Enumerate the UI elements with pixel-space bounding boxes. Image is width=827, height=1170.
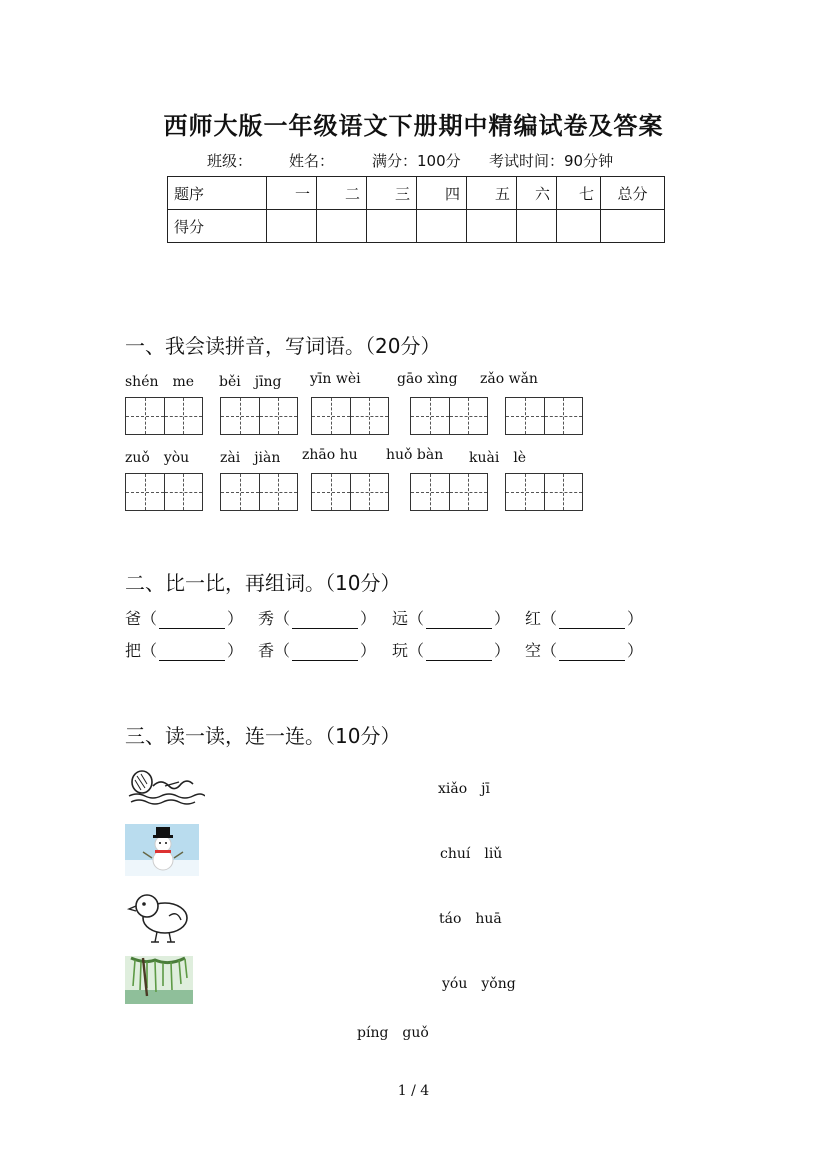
compare-item xyxy=(258,606,376,629)
pinyin-label: běi jīng xyxy=(219,374,282,390)
table-cell: 一 xyxy=(267,177,317,210)
score-cell[interactable] xyxy=(417,210,467,243)
paren-open: （ xyxy=(274,609,291,628)
paren-open: （ xyxy=(541,609,558,628)
compare-item xyxy=(525,638,643,661)
writing-grid[interactable] xyxy=(410,397,488,435)
paren-close: ） xyxy=(627,641,644,660)
pinyin-label: zhāo hu xyxy=(302,447,358,463)
table-cell: 七 xyxy=(557,177,601,210)
full-score-label: 满分：100分 xyxy=(372,152,461,170)
writing-grid[interactable] xyxy=(311,397,389,435)
answer-blank[interactable] xyxy=(292,646,358,661)
pinyin-label: kuài lè xyxy=(469,450,527,466)
pinyin-option[interactable]: píng guǒ xyxy=(357,1025,429,1041)
pinyin-option[interactable]: táo huā xyxy=(439,911,502,927)
table-row xyxy=(168,177,665,210)
pinyin-label: zài jiàn xyxy=(220,450,281,466)
pinyin-label: zuǒ yòu xyxy=(125,450,190,466)
score-cell[interactable] xyxy=(367,210,417,243)
compare-item xyxy=(525,606,643,629)
section-2-heading: 二、比一比，再组词。（10分） xyxy=(125,571,401,595)
writing-grid[interactable] xyxy=(410,473,488,511)
paren-open: （ xyxy=(141,609,158,628)
score-cell[interactable] xyxy=(517,210,557,243)
pinyin-label: yīn wèi xyxy=(310,371,361,387)
compare-char: 红 xyxy=(525,609,542,628)
writing-grid[interactable] xyxy=(125,473,203,511)
pinyin-option[interactable]: yóu yǒng xyxy=(442,976,516,992)
score-cell[interactable] xyxy=(317,210,367,243)
pinyin-label: gāo xìng xyxy=(397,371,458,387)
paren-open: （ xyxy=(274,641,291,660)
answer-blank[interactable] xyxy=(559,646,625,661)
writing-grid[interactable] xyxy=(505,397,583,435)
compare-char: 远 xyxy=(392,609,409,628)
paren-close: ） xyxy=(627,609,644,628)
table-cell: 二 xyxy=(317,177,367,210)
paren-open: （ xyxy=(408,641,425,660)
time-label: 考试时间：90分钟 xyxy=(489,152,614,170)
writing-grid[interactable] xyxy=(220,473,298,511)
table-cell: 三 xyxy=(367,177,417,210)
score-table xyxy=(167,176,665,243)
answer-blank[interactable] xyxy=(559,614,625,629)
willow-icon xyxy=(125,956,193,1004)
compare-item xyxy=(125,638,243,661)
answer-blank[interactable] xyxy=(159,646,225,661)
table-cell: 得分 xyxy=(168,210,267,243)
swimming-icon xyxy=(125,764,205,806)
answer-blank[interactable] xyxy=(426,646,492,661)
compare-char: 爸 xyxy=(125,609,142,628)
paren-close: ） xyxy=(227,641,244,660)
snowman-icon xyxy=(125,824,199,876)
table-cell: 六 xyxy=(517,177,557,210)
paren-close: ） xyxy=(227,609,244,628)
paren-close: ） xyxy=(494,609,511,628)
compare-char: 玩 xyxy=(392,641,409,660)
chick-icon xyxy=(125,890,197,944)
compare-item xyxy=(392,638,510,661)
answer-blank[interactable] xyxy=(426,614,492,629)
paren-close: ） xyxy=(494,641,511,660)
compare-item xyxy=(258,638,376,661)
compare-item xyxy=(125,606,243,629)
table-row xyxy=(168,210,665,243)
paren-close: ） xyxy=(360,609,377,628)
paren-open: （ xyxy=(408,609,425,628)
writing-grid[interactable] xyxy=(220,397,298,435)
compare-char: 空 xyxy=(525,641,542,660)
compare-item xyxy=(392,606,510,629)
pinyin-option[interactable]: chuí liǔ xyxy=(440,846,503,862)
writing-grid[interactable] xyxy=(125,397,203,435)
score-cell[interactable] xyxy=(267,210,317,243)
compare-char: 秀 xyxy=(258,609,275,628)
name-label: 姓名： xyxy=(289,152,335,170)
answer-blank[interactable] xyxy=(159,614,225,629)
table-cell: 四 xyxy=(417,177,467,210)
table-cell: 五 xyxy=(467,177,517,210)
score-cell[interactable] xyxy=(557,210,601,243)
compare-char: 把 xyxy=(125,641,142,660)
table-cell: 题序 xyxy=(168,177,267,210)
paren-open: （ xyxy=(141,641,158,660)
page-title: 西师大版一年级语文下册期中精编试卷及答案 xyxy=(163,112,664,140)
writing-grid[interactable] xyxy=(311,473,389,511)
paren-close: ） xyxy=(360,641,377,660)
page-number: 1 / 4 xyxy=(397,1083,430,1099)
class-label: 班级： xyxy=(207,152,253,170)
section-1-heading: 一、我会读拼音，写词语。（20分） xyxy=(125,334,441,358)
writing-grid[interactable] xyxy=(505,473,583,511)
section-3-heading: 三、读一读，连一连。（10分） xyxy=(125,724,401,748)
pinyin-label: zǎo wǎn xyxy=(480,371,538,387)
pinyin-label: shén me xyxy=(125,374,195,390)
score-cell[interactable] xyxy=(467,210,517,243)
paren-open: （ xyxy=(541,641,558,660)
table-cell: 总分 xyxy=(601,177,665,210)
compare-char: 香 xyxy=(258,641,275,660)
pinyin-label: huǒ bàn xyxy=(386,447,444,463)
answer-blank[interactable] xyxy=(292,614,358,629)
score-cell[interactable] xyxy=(601,210,665,243)
pinyin-option[interactable]: xiǎo jī xyxy=(438,781,490,797)
